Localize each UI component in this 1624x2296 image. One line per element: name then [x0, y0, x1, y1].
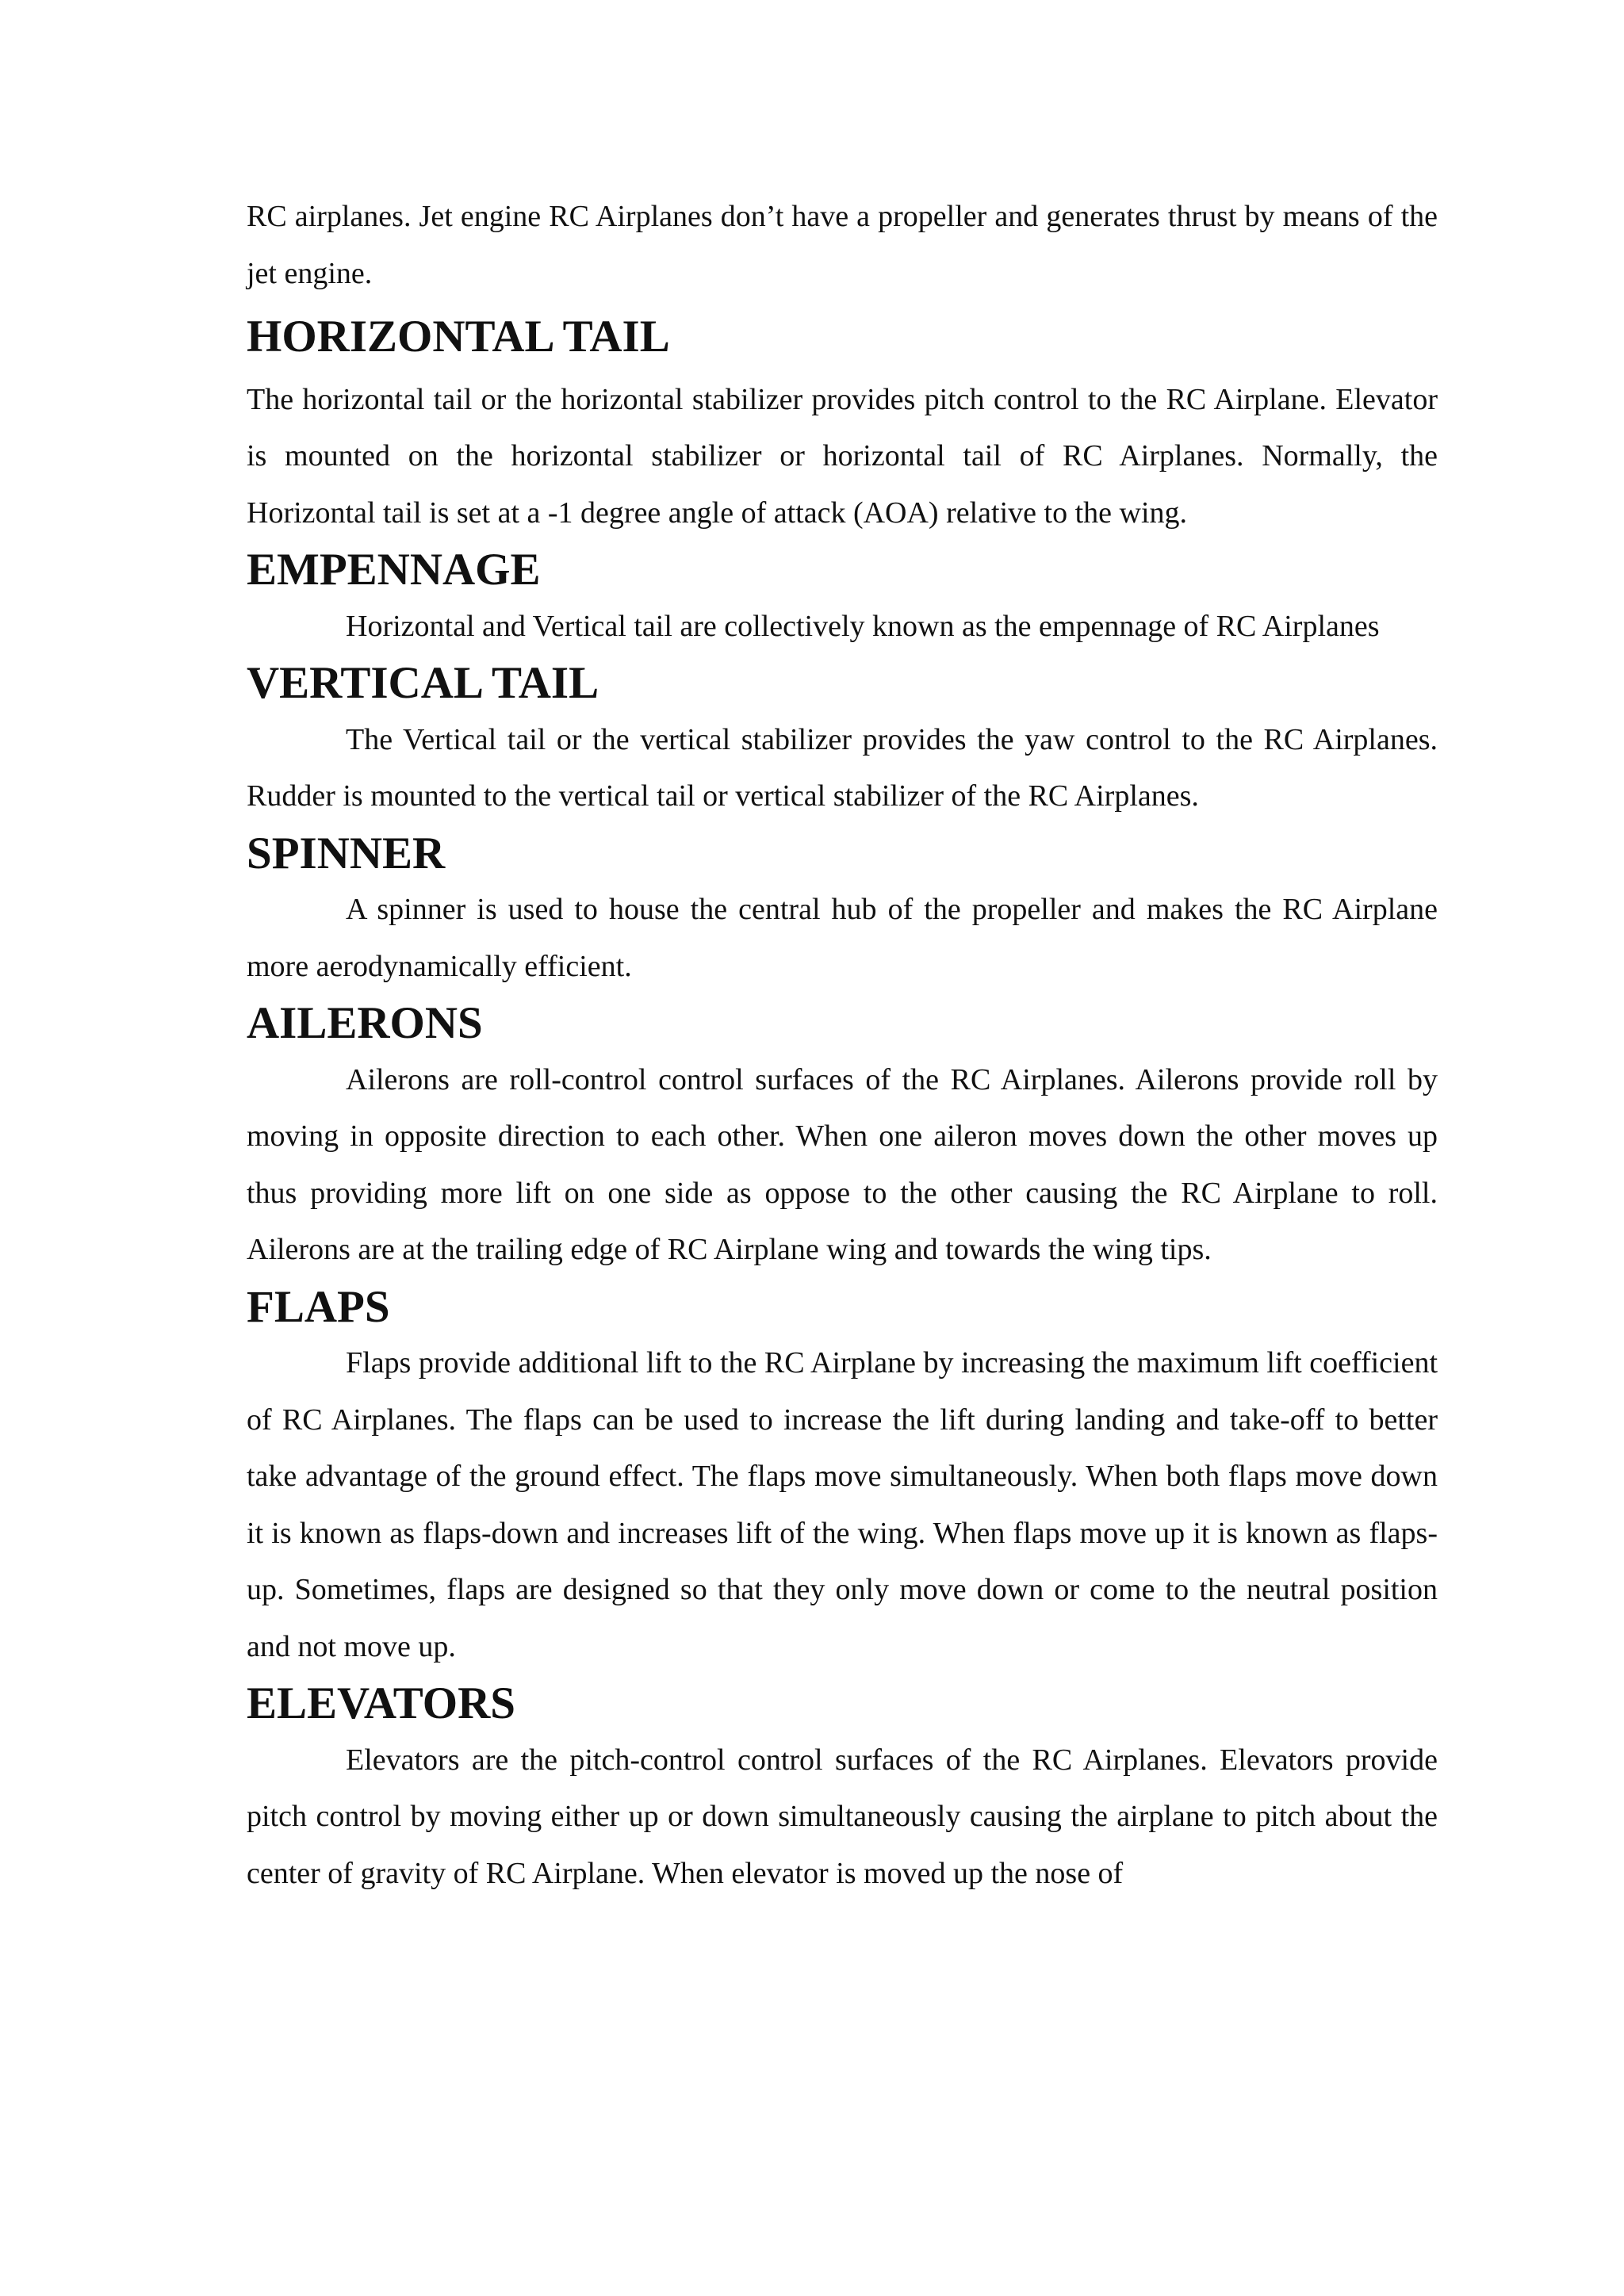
heading-spinner: SPINNER: [247, 828, 446, 878]
ailerons-paragraph: Ailerons are roll-control control surfaces of the RC Airplanes. Ailerons provide roll by moving in opposite direction to each other. When one aileron moves down the other moves up thus providing more lift on one side as oppose to the other causing the RC Airplane to roll. Ailerons are at the trailing edge of RC Airplane wing and towards the wing tips.: [247, 1062, 1438, 1266]
flaps-paragraph: Flaps provide additional lift to the RC Airplane by increasing the maximum lift coefficient of RC Airplanes. The flaps can be used to increase the lift during landing and take-off to better take advantage of the ground effect. The flaps move simultaneously. When both flaps move down it is known as flaps-down and increases lift of the wing. When flaps move up it is known as flaps-up. Sometimes, flaps are designed so that they only move down or come to the neutral position and not move up.: [247, 1346, 1438, 1663]
heading-ailerons: AILERONS: [247, 998, 483, 1048]
empennage-paragraph: Horizontal and Vertical tail are collectively known as the empennage of RC Airplanes: [346, 609, 1380, 643]
spinner-paragraph: A spinner is used to house the central hub of the propeller and makes the RC Airplane more aerodynamically efficient.: [247, 893, 1438, 983]
horizontal-tail-paragraph: The horizontal tail or the horizontal stabilizer provides pitch control to the RC Airplane. Elevator is mounted on the horizontal stabilizer or horizontal tail of RC Airplanes. Normally, the Horizontal tail is set at a -1 degree angle of attack (AOA) relative to the wing.: [247, 382, 1438, 530]
heading-horizontal-tail: HORIZONTAL TAIL: [247, 312, 670, 362]
elevators-paragraph: Elevators are the pitch-control control surfaces of the RC Airplanes. Elevators provide pitch control by moving either up or down simultaneously causing the airplane to pitch about the center of gravity of RC Airplane. When elevator is moved up the nose of: [247, 1743, 1438, 1890]
heading-flaps: FLAPS: [247, 1281, 390, 1332]
document-page: [247, 189, 1438, 1902]
heading-elevators: ELEVATORS: [247, 1678, 515, 1728]
intro-paragraph: RC airplanes. Jet engine RC Airplanes don’t have a propeller and generates thrust by means of the jet engine.: [247, 200, 1438, 290]
heading-empennage: EMPENNAGE: [247, 545, 541, 595]
heading-vertical-tail: VERTICAL TAIL: [247, 658, 599, 708]
vertical-tail-paragraph: The Vertical tail or the vertical stabilizer provides the yaw control to the RC Airplanes. Rudder is mounted to the vertical tail or vertical stabilizer of the RC Airplanes.: [247, 722, 1438, 813]
